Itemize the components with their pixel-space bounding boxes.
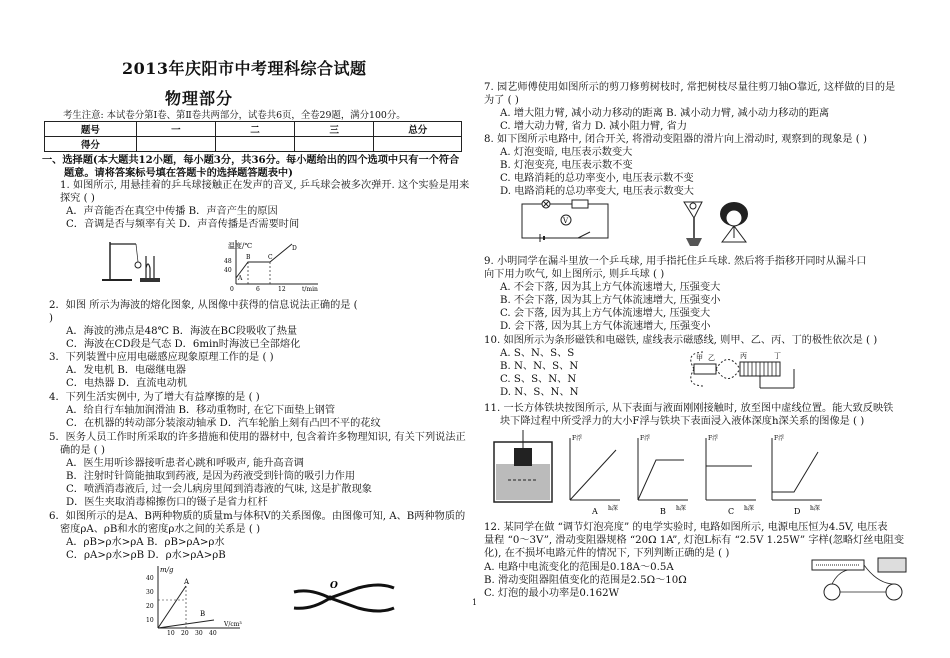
melt-tick: 48	[224, 258, 232, 265]
graph-axis-label: F浮	[774, 435, 785, 442]
tuning-fork-figure	[92, 236, 172, 284]
question-text: 密度ρA、ρB和水的密度ρ水之间的关系是 ( )	[60, 524, 261, 535]
graph-axis-label: F浮	[572, 435, 583, 442]
option-text: D. 会下落, 因为其上方气体流速增大, 压强变小	[500, 321, 711, 332]
mv-tick: 20	[146, 603, 154, 610]
option-text: C．喷洒消毒液后, 过一会儿病房里闻到消毒液的气味, 这是扩散现象	[66, 484, 372, 495]
score-input-cell[interactable]	[215, 137, 294, 152]
question-text: 确的是 ( )	[60, 445, 105, 456]
option-text: B. N、N、S、N	[500, 361, 579, 372]
question-text: )	[49, 313, 53, 324]
question-text: 6．如图所示的是A、B两种物质的质量m与体积V的关系图像。由图像可知, A、B两种物质的	[49, 511, 466, 522]
option-text: B．注射时针筒能抽取到药液, 是因为药液受到针筒的吸引力作用	[66, 471, 356, 482]
option-text: A．给自行车轴加润滑油 B．移动重物时, 在它下面垫上钢管	[66, 405, 336, 416]
melting-graph-figure	[222, 236, 322, 292]
graph-axis-label: h深	[810, 505, 820, 512]
graph-option-label: D	[794, 507, 801, 516]
question-text: 10. 如图所示为条形磁铁和电磁铁, 虚线表示磁感线, 则甲、乙、丙、丁的极性依次是 ( )	[484, 335, 878, 346]
mv-tick: 30	[146, 589, 154, 596]
mv-ylabel: m/g	[160, 566, 174, 574]
option-text: A．医生用听诊器接听患者心跳和呼吸声, 能升高音调	[66, 458, 304, 469]
question-text: 9. 小明同学在漏斗里放一个乒乓球, 用手指托住乒乓球. 然后将手指移开同时从漏斗口	[484, 256, 867, 267]
score-table-header-row	[45, 122, 462, 137]
option-text: A．声音能否在真空中传播 B．声音产生的原因	[66, 206, 278, 217]
graph-axis-label: F浮	[708, 435, 719, 442]
score-cell: 得分	[45, 137, 137, 152]
melt-point: A	[238, 275, 243, 282]
section-heading: 题意。请将答案标号填在答题卡的选择题答题表中)	[64, 167, 293, 179]
graph-option-label: C	[728, 507, 735, 516]
svg-text:V: V	[563, 217, 569, 225]
exam-note: 考生注意: 本试卷分第Ⅰ卷、第Ⅱ卷共两部分，试卷共6页，全卷29题，满分100分。	[63, 110, 406, 121]
option-text: A．发电机 B．电磁继电器	[66, 365, 186, 376]
question-text: 块下降过程中所受浮力的大小F浮与铁块下表面浸入液体深度h深关系的图像是 ( )	[500, 416, 865, 427]
circuit-figure	[516, 198, 616, 244]
question-text: 化), 在不损坏电路元件的情况下, 下列判断正确的是 ( )	[484, 548, 730, 559]
section-heading: 一、选择题(本大题共12小题，每小题3分，共36分。每小题给出的四个选项中只有一个符合	[42, 154, 460, 166]
graph-option-label: A	[592, 507, 598, 516]
score-input-cell[interactable]	[136, 137, 215, 152]
option-text: C. 会下落, 因为其上方气体流速增大, 压强变大	[500, 308, 711, 319]
graph-axis-label: h深	[608, 505, 618, 512]
page-number: 1	[472, 598, 478, 607]
lamp-circuit-figure	[808, 554, 918, 610]
mass-volume-graph-figure	[140, 562, 250, 636]
option-text: A. 灯泡变暗, 电压表示数变大	[500, 147, 633, 158]
mv-tick: 40	[209, 630, 217, 636]
graph-axis-label: h深	[676, 505, 686, 512]
option-text: C. S、S、N、N	[500, 374, 577, 385]
magnet-label: 甲	[696, 354, 703, 362]
score-cell: 三	[295, 122, 374, 137]
option-text: A. 不会下落, 因为其上方气体流速增大, 压强变大	[500, 282, 721, 293]
buoyancy-graph-a	[570, 434, 620, 516]
magnet-label: 乙	[708, 354, 715, 362]
buoyancy-graph-d	[760, 430, 830, 520]
melt-point: D	[292, 245, 297, 252]
melt-point: B	[246, 254, 251, 261]
mv-xlabel: V/cm³	[224, 621, 242, 628]
question-text: 向下用力吹气, 如上图所示, 则乒乓球 ( )	[484, 269, 665, 280]
mv-line-label: A	[184, 578, 190, 586]
question-text: 2．如图 所示为海波的熔化图象, 从图像中获得的信息说法正确的是 (	[49, 300, 358, 311]
option-text: C. 电路消耗的总功率变小, 电压表示数不变	[500, 173, 694, 184]
option-text: B. 不会下落, 因为其上方气体流速增大, 压强变小	[500, 295, 721, 306]
melt-tick: 0	[230, 286, 234, 292]
question-text: 7. 园艺师傅使用如图所示的剪刀修剪树枝时, 常把树枝尽量往剪刀轴O靠近, 这样做的目的是	[484, 82, 896, 93]
score-cell: 总分	[374, 122, 462, 137]
magnet-electromagnet-figure	[690, 344, 806, 394]
question-text: 3．下列装置中应用电磁感应现象原理工作的是 ( )	[49, 352, 274, 363]
score-table-score-row	[45, 137, 462, 152]
shears-axis-label: O	[330, 581, 338, 591]
score-input-cell[interactable]	[295, 137, 374, 152]
score-table	[44, 121, 462, 152]
option-text: C．音调是否与频率有关 D．声音传播是否需要时间	[66, 219, 300, 230]
question-text: 11. 一长方体铁块按图所示, 从下表面与液面刚刚接触时, 放至图中虚线位置。能大致反映铁	[484, 403, 894, 414]
graph-option-label: B	[660, 507, 666, 516]
question-text: 量程 “0～3V”, 滑动变阻器规格 “20Ω 1A”, 灯泡L标有 “2.5V 1.25W” 字样(忽略灯丝电阻变	[484, 535, 905, 546]
mv-tick: 10	[167, 630, 175, 636]
magnet-label: 丁	[774, 352, 781, 360]
score-input-cell[interactable]	[374, 137, 462, 152]
option-text: A．ρB>ρ水>ρA B．ρB>ρA>ρ水	[66, 537, 225, 548]
option-text: B. 滑动变阻器阻值变化的范围是2.5Ω～10Ω	[484, 575, 687, 586]
option-text: D．医生夹取消毒棉擦伤口的镊子是省力杠杆	[66, 497, 268, 508]
page-subtitle: 物理部分	[165, 89, 234, 108]
option-text: C．海波在CD段是气态 D．6min时海波已全部熔化	[66, 339, 301, 350]
mv-tick: 30	[195, 630, 203, 636]
funnel-experiment-figure	[672, 192, 772, 252]
question-text: 8. 如下图所示电路中, 闭合开关, 将滑动变阻器的滑片向上滑动时, 观察到的现象是 ( )	[484, 134, 867, 145]
buoyancy-figure	[486, 430, 786, 520]
option-text: D. 电路消耗的总功率变大, 电压表示数变大	[500, 186, 694, 197]
question-text: 4．下列生活实例中, 为了增大有益摩擦的是 ( )	[49, 392, 260, 403]
score-cell: 二	[215, 122, 294, 137]
option-text: D. N、S、N、N	[500, 387, 579, 398]
pruning-shears-figure	[290, 578, 400, 618]
mv-tick: 20	[181, 630, 189, 636]
option-text: A. 电路中电流变化的范围是0.18A～0.5A	[484, 562, 674, 573]
buoyancy-graph-b	[638, 434, 688, 516]
buoyancy-graph-c	[706, 434, 756, 516]
question-text: 5．医务人员工作时所采取的许多措施和使用的器材中, 包含着许多物理知识, 有关下列说法正	[49, 432, 466, 443]
option-text: A．海波的沸点是48℃ B．海波在BC段吸收了热量	[66, 326, 298, 337]
score-cell: 题号	[45, 122, 137, 137]
score-cell: 一	[136, 122, 215, 137]
mv-tick: 40	[146, 575, 154, 582]
option-text: C．ρA>ρ水>ρB D．ρ水>ρA>ρB	[66, 550, 226, 561]
option-text: A. 增大阻力臂, 减小动力移动的距离 B. 减小动力臂, 减小动力移动的距离	[500, 108, 830, 119]
melt-xlabel: t/min	[302, 286, 318, 292]
mv-tick: 10	[146, 617, 154, 624]
magnet-label: 丙	[740, 352, 747, 360]
option-text: C. 灯泡的最小功率是0.162W	[484, 588, 620, 599]
option-text: C. 增大动力臂, 省力 D. 减小阻力臂, 省力	[500, 121, 688, 132]
melt-tick: 40	[224, 267, 232, 274]
option-text: C．电热器 D．直流电动机	[66, 378, 188, 389]
mv-line-label: B	[200, 610, 206, 618]
graph-axis-label: F浮	[640, 435, 651, 442]
melt-tick: 12	[278, 286, 286, 292]
question-text: 为了 ( )	[484, 95, 519, 106]
graph-axis-label: h深	[744, 505, 754, 512]
page-title: 2013年庆阳市中考理科综合试题	[122, 59, 367, 78]
question-text: 探究 ( )	[60, 193, 95, 204]
question-text: 12. 某同学在做 “调节灯泡亮度” 的电学实验时, 电路如图所示, 电源电压恒为4.5V, 电压表	[484, 522, 888, 533]
melt-tick: 6	[256, 286, 260, 292]
option-text: C．在机器的转动部分装滚动轴承 D．汽车轮胎上刻有凸凹不平的花纹	[66, 418, 381, 429]
melt-point: C	[268, 254, 273, 261]
melt-ylabel: 温度/℃	[228, 242, 253, 250]
option-text: B. 灯泡变亮, 电压表示数不变	[500, 160, 633, 171]
option-text: A. S、N、S、S	[500, 348, 575, 359]
question-text: 1. 如图所示, 用悬挂着的乒乓球接触正在发声的音叉, 乒乓球会被多次弹开. 这个实验是用来	[60, 180, 470, 191]
